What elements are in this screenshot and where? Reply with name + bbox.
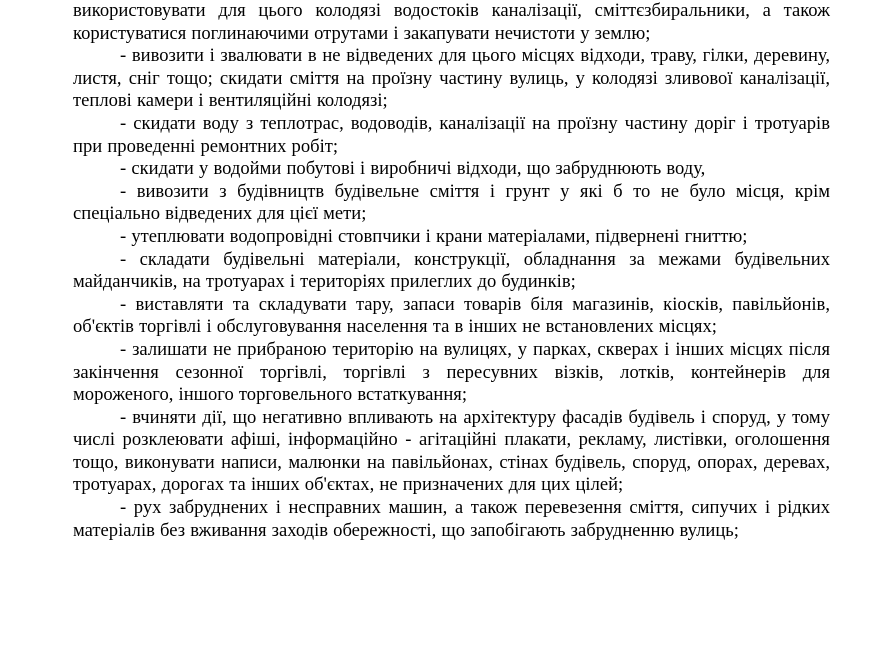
paragraph-item-facades: - вчиняти дії, що негативно впливають на архітектуру фасадів будівель і споруд, у тому числі розклеювати афіші, інформаційно - агітаційні плакати, рекламу, листівки, оголошення тощо, виконувати написи, малюнки на павільйонах, стінах будівель, споруд, опорах, деревах, тротуарах, дорогах та інших об'єктах, не призначених для цих цілей; xyxy=(73,406,830,496)
paragraph-item-dirty-vehicles: - рух забруднених і несправних машин, а також перевезення сміття, сипучих і рідких матеріалів без вживання заходів обережності, що запобігають забрудненню вулиць; xyxy=(73,497,830,541)
paragraph-item-reservoir-waste: - скидати у водойми побутові і виробничі відходи, що забруднюють воду, xyxy=(120,158,706,180)
document-text xyxy=(73,0,830,542)
paragraph-item-construction-debris: - вивозити з будівництв будівельне сміття і грунт у які б то не було місця, крім спеціально відведених для цієї мети; xyxy=(73,180,830,225)
paragraph-continuation: використовувати для цього колодязі водостоків каналізації, сміттєзбиральники, а також користуватися поглинаючими отрутами і закапувати нечистоти у землю; xyxy=(73,0,830,44)
paragraph-item-unclean-territory: - залишати не прибраною територію на вулицях, у парках, скверах і інших місцях після закінчення сезонної торгівлі, торгівлі з пересувних візків, лотків, контейнерів для мороженого, іншого торговельного встаткування; xyxy=(73,338,830,406)
paragraph-item-waste-dumping: - вивозити і звалювати в не відведених для цього місцях відходи, траву, гілки, деревину, листя, сніг тощо; скидати сміття на проїзну частину вулиць, у колодязі зливової каналізації, теплові камери і вентиляційні колодязі; xyxy=(73,45,830,112)
paragraph-item-containers: - виставляти та складувати тару, запаси товарів біля магазинів, кіосків, павільйонів, об'єктів торгівлі і обслуговування населення та в інших не встановлених місцях; xyxy=(73,293,830,338)
paragraph-item-building-materials: - складати будівельні матеріали, конструкції, обладнання за межами будівельних майданчиків, на тротуарах і територіях прилеглих до будинків; xyxy=(73,248,830,293)
paragraph-item-water-discharge: - скидати воду з теплотрас, водоводів, каналізації на проїзну частину доріг і тротуарів при проведенні ремонтних робіт; xyxy=(73,112,830,157)
paragraph-item-insulation: - утеплювати водопровідні стовпчики і крани матеріалами, підвернені гниттю; xyxy=(120,225,748,247)
